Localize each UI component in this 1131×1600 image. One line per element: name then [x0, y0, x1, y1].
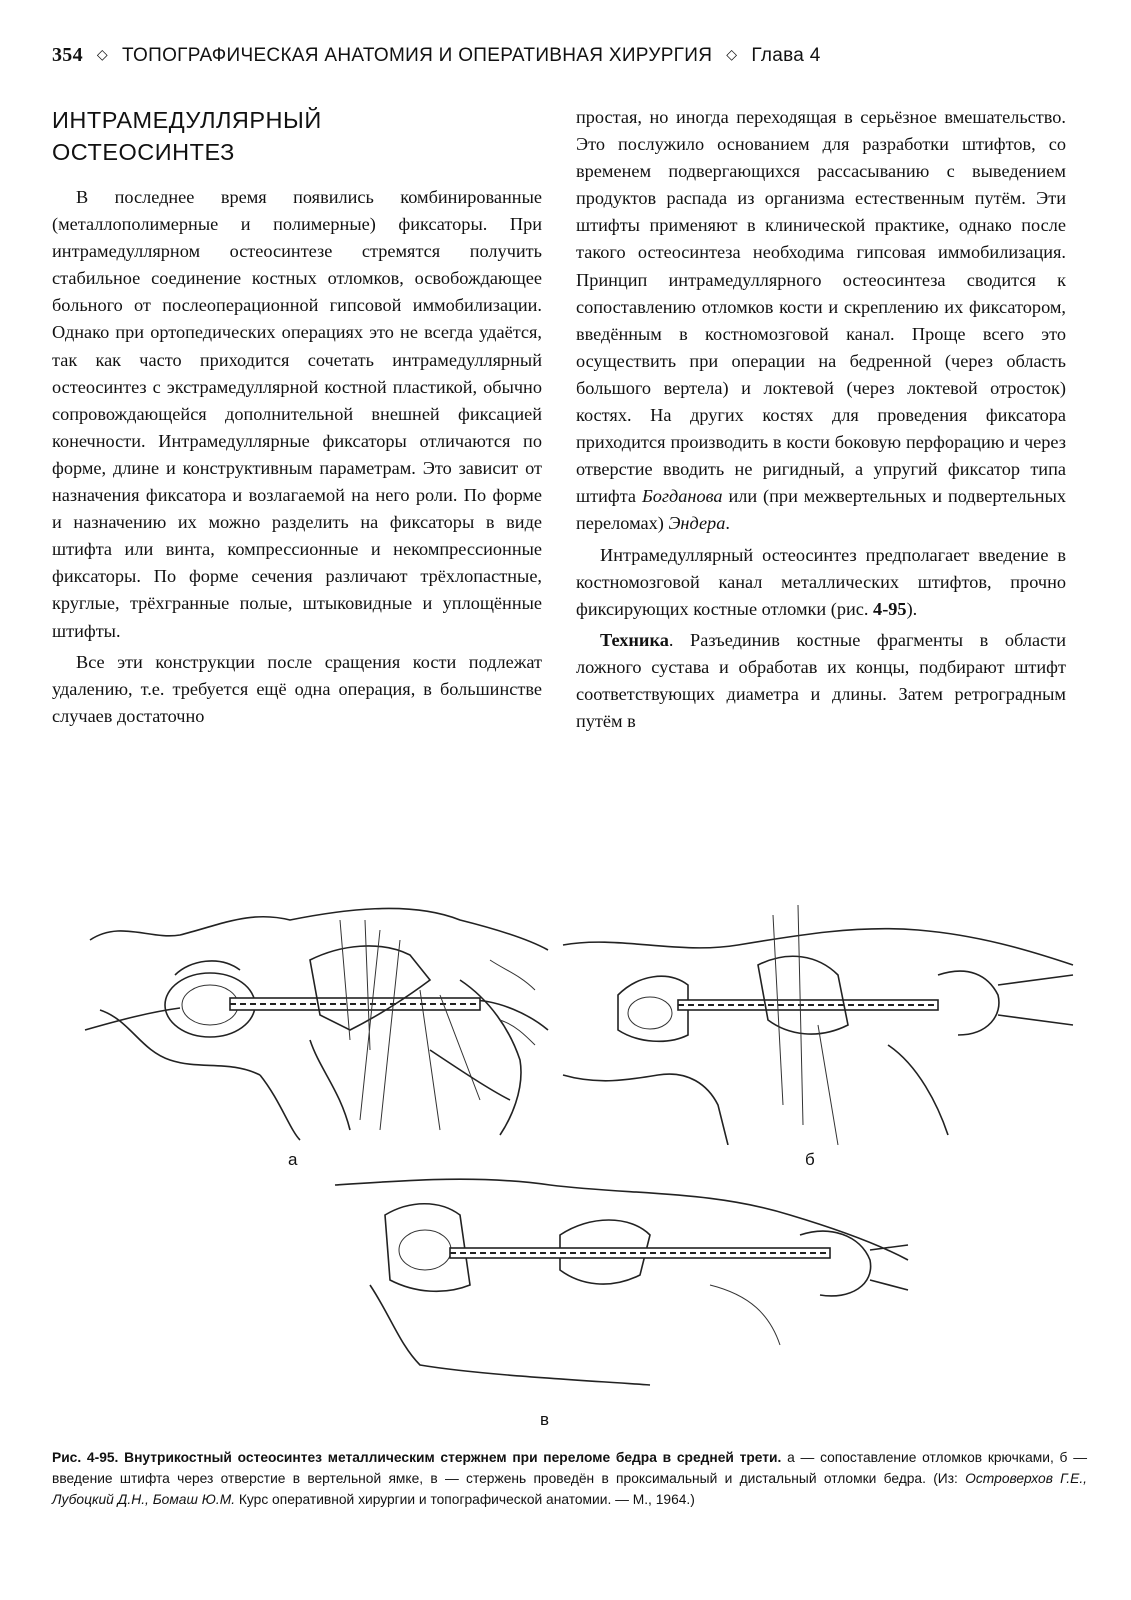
- running-header: [52, 44, 1082, 76]
- section-title-line1: ИНТРАМЕДУЛЛЯРНЫЙ: [52, 107, 322, 133]
- chapter-label: Глава 4: [751, 45, 821, 66]
- illustration-a: [80, 900, 550, 1145]
- section-title-line2: ОСТЕОСИНТЕЗ: [52, 139, 235, 165]
- paragraph: В последнее время появились комбинированные (металлополимерные и полимерные) фиксаторы. При интрамедуллярном остеосинтезе стремятся получить стабильное соединение костных отломков, освобождающее больного от послеоперационной гипсовой иммобилизации. Однако при ортопедических операциях это не всегда удаётся, так как часто приходится сочетать интрамедуллярный остеосинтез с экстрамедуллярной костной пластикой, обычно сопровождающейся дополнительной внешней фиксацией конечности. Интрамедуллярные фиксаторы отличаются по форме, длине и конструктивным параметрам. Это зависит от назначения фиксатора и возлагаемой на него роли. По форме и назначению их можно разделить на фиксаторы в виде штифта или винта, компрессионные и некомпрессионные фиксаторы. По форме сечения различают трёхлопастные, круглые, трёхгранные полые, штыковидные и уплощённые штифты.: [52, 187, 542, 641]
- figure-caption: Рис. 4-95. Внутрикостный остеосинтез металлическим стержнем при переломе бедра в средней трети. а — сопоставление отломков крючками, б — введение штифта через отверстие в вертельной ямке, в — стержень проведён в проксимальный и дистальный отломки бедра. (Из: Островерхов Г.Е., Лубоцкий Д.Н., Бомаш Ю.М. Курс оперативной хирургии и топографической анатомии. — М., 1964.): [52, 1450, 1087, 1507]
- book-title: ТОПОГРАФИЧЕСКАЯ АНАТОМИЯ И ОПЕРАТИВНАЯ ХИРУРГИЯ: [121, 45, 713, 66]
- illustration-b: [558, 905, 1078, 1145]
- figure-label-a: а: [288, 1150, 298, 1169]
- caption-authors: Островерхов Г.Е., Лубоцкий Д.Н., Бомаш Ю.М.: [52, 1471, 1087, 1507]
- section-title: [52, 104, 542, 168]
- paragraph: простая, но иногда переходящая в серьёзное вмешательство. Это послужило основанием для разработки штифтов, со временем подвергающихся рассасыванию с выведением продуктов распада из организма естественным путём. Эти штифты применяют в клинической практике, однако после такого остеосинтеза необходима гипсовая иммобилизация. Принцип интрамедуллярного остеосинтеза сводится к сопоставлению отломков кости и скреплению их фиксатором, введённым в костномозговой канал. Проще всего это осуществить при операции на бедренной (через область большого вертела) и локтевой (через локтевой отросток) костях. На других костях для проведения фиксатора приходится производить в кости боковую перфорацию и через отверстие вводить не ригидный, а упругий фиксатор типа штифта Богданова или (при межвертельных и подвертельных переломах) Эндера.: [576, 107, 1067, 534]
- author-name: Богданова: [641, 486, 723, 507]
- figure-label-c: в: [540, 1410, 550, 1429]
- figure-label-b: б: [805, 1150, 815, 1169]
- diamond-icon: ◇: [96, 46, 108, 62]
- author-name: Эндера: [668, 513, 726, 534]
- illustration-c: [330, 1175, 910, 1400]
- left-column: [52, 104, 542, 730]
- figure-reference: 4-95: [873, 598, 907, 619]
- technique-heading: Техника: [600, 629, 669, 650]
- paragraph: Интрамедуллярный остеосинтез предполагает введение в костномозговой канал металлических штифтов, прочно фиксирующих костные отломки (рис. 4-95).: [576, 544, 1066, 619]
- paragraph: Все эти конструкции после сращения кости подлежат удалению, т.е. требуется ещё одна операция, в большинстве случаев достаточно: [52, 651, 542, 726]
- diamond-icon: ◇: [726, 46, 738, 62]
- page-number: 354: [52, 44, 83, 66]
- paragraph: Техника. Разъединив костные фрагменты в области ложного сустава и обработав их концы, подбирают штифт соответствующих диаметра и длины. Затем ретроградным путём в: [576, 629, 1066, 732]
- right-column: [576, 104, 1066, 735]
- caption-lead: Рис. 4-95. Внутрикостный остеосинтез металлическим стержнем при переломе бедра в средней трети.: [52, 1450, 782, 1465]
